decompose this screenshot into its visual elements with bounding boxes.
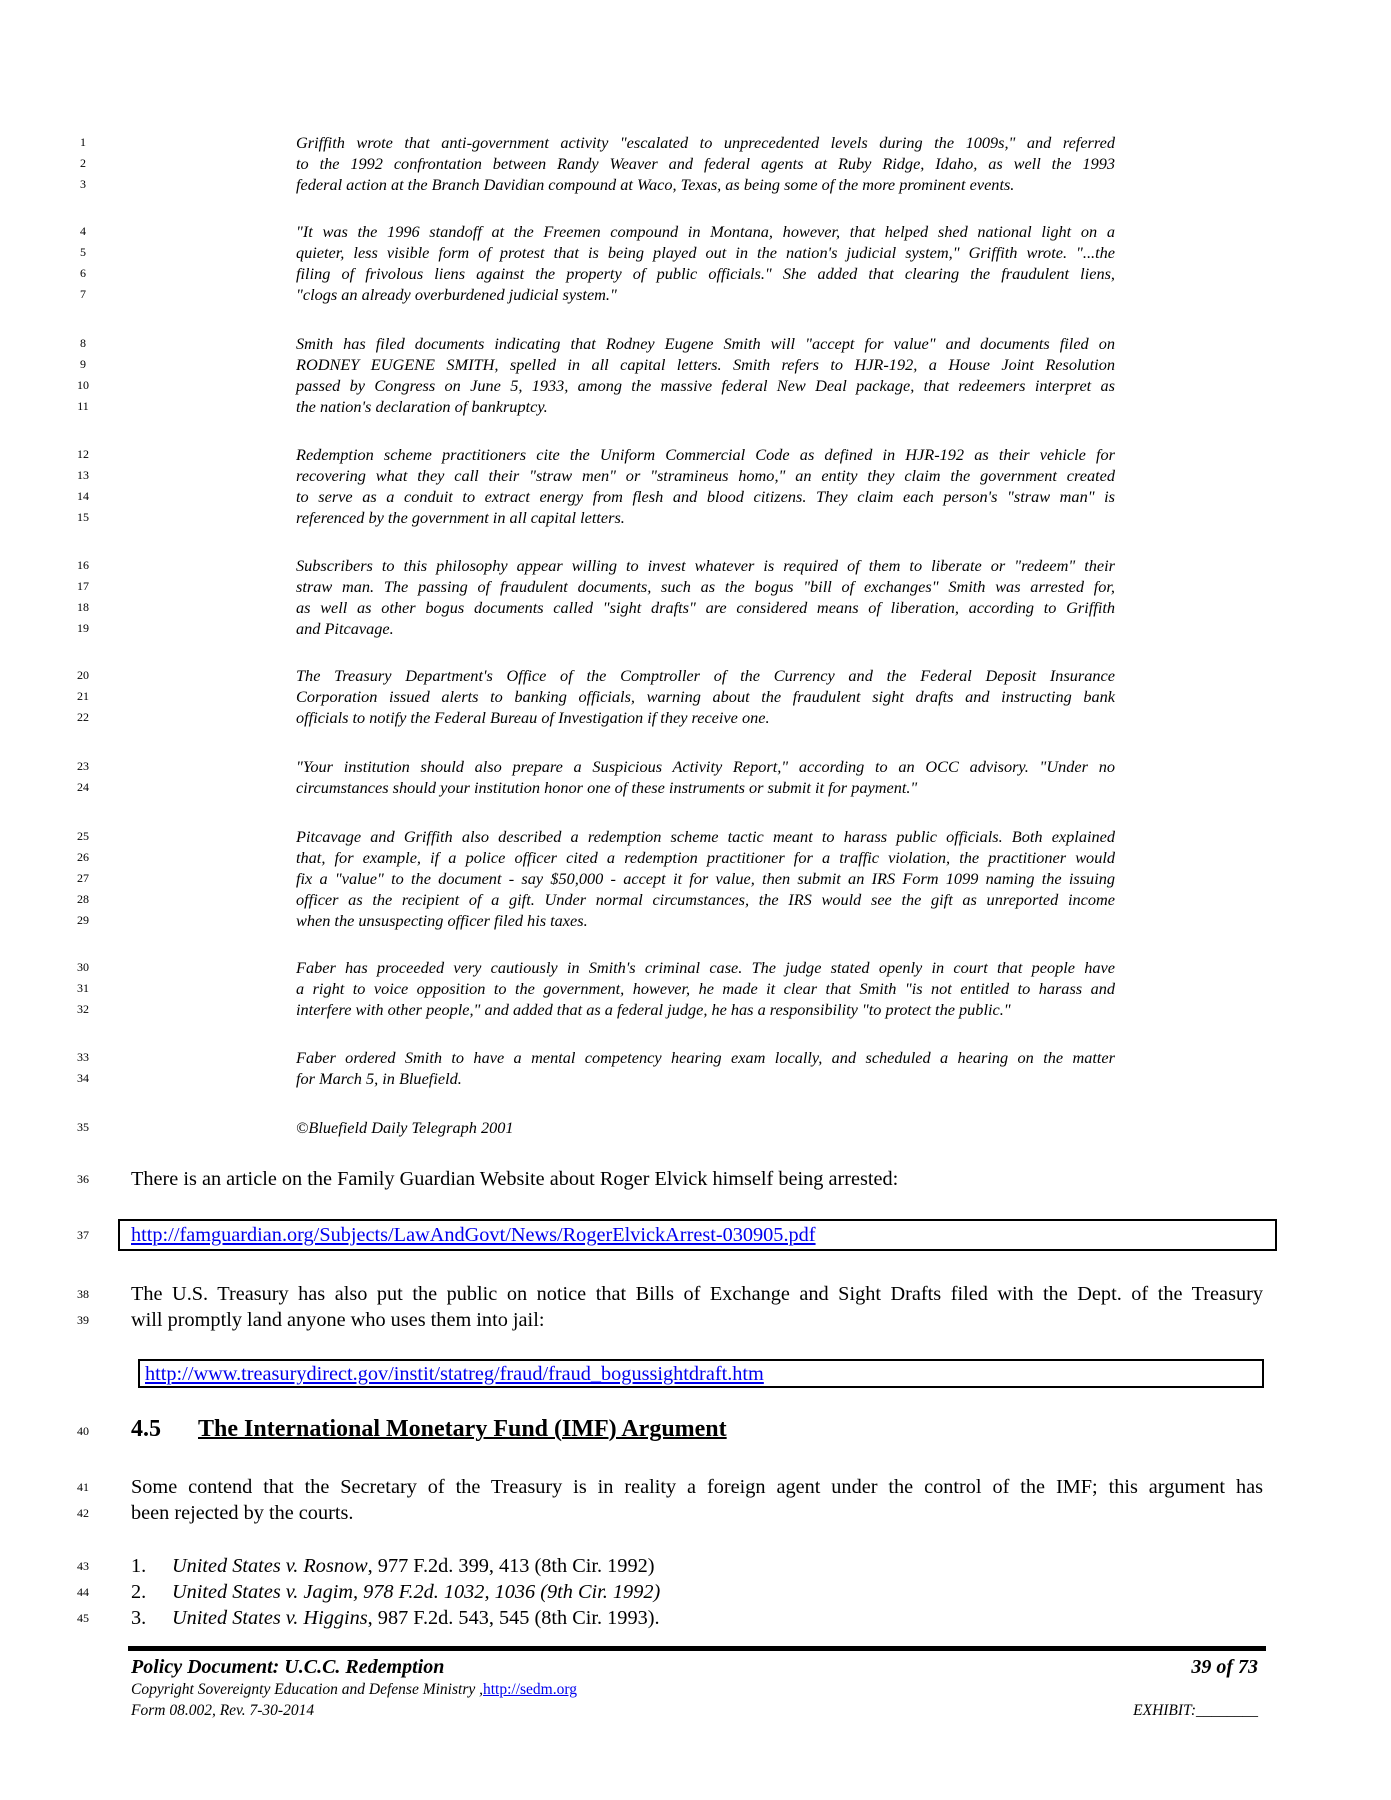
link-box-treasury [138, 1359, 1264, 1388]
line-number: 5 [80, 245, 86, 259]
text-line [0, 847, 1391, 868]
text-line [0, 221, 1391, 242]
text-line [0, 826, 1391, 847]
text-line [0, 999, 1391, 1020]
footer-copyright [131, 1681, 577, 1699]
line-number: 27 [77, 871, 89, 885]
line-number: 34 [77, 1071, 89, 1085]
case-citation: , 987 F.2d. 543, 545 (8th Cir. 1993). [367, 1607, 660, 1629]
line-text: Some contend that the Secretary of the Treasury is in reality a foreign agent under the control of the IMF; this argument has [131, 1476, 1263, 1498]
line-text: the nation's declaration of bankruptcy. [296, 397, 548, 416]
text-line [0, 756, 1391, 777]
line-number: 44 [77, 1585, 89, 1599]
line-text: There is an article on the Family Guardian Website about Roger Elvick himself being arrested: [131, 1168, 899, 1190]
line-number: 31 [77, 981, 89, 995]
section-heading [0, 1416, 1391, 1448]
text-line [0, 555, 1391, 576]
line-text: "clogs an already overburdened judicial system." [296, 285, 617, 304]
text-line [0, 284, 1391, 305]
line-number: 24 [77, 780, 89, 794]
line-number: 21 [77, 689, 89, 703]
text-line [0, 396, 1391, 417]
line-number: 23 [77, 759, 89, 773]
body-paragraph [0, 1166, 1391, 1192]
line-text: will promptly land anyone who uses them into jail: [131, 1309, 545, 1331]
line-number: 7 [80, 287, 86, 301]
case-list [0, 1553, 1391, 1631]
case-name: United States v. Higgins [172, 1607, 368, 1629]
line-number: 43 [77, 1559, 89, 1573]
section-title: The International Monetary Fund (IMF) Argument [198, 1416, 727, 1442]
quote-paragraph [0, 132, 1391, 195]
quote-paragraph [0, 555, 1391, 639]
line-text: RODNEY EUGENE SMITH, spelled in all capital letters. Smith refers to HJR-192, a House Joint Resolution [296, 355, 1115, 374]
text-line [0, 576, 1391, 597]
text-line [0, 375, 1391, 396]
line-text: Redemption scheme practitioners cite the Uniform Commercial Code as defined in HJR-192 as their vehicle for [296, 445, 1115, 464]
case-list-item [0, 1579, 1391, 1605]
section-number: 4.5 [131, 1416, 161, 1442]
line-number: 20 [77, 668, 89, 682]
line-number: 9 [80, 357, 86, 371]
line-number: 15 [77, 510, 89, 524]
line-text: that, for example, if a police officer cited a redemption practitioner for a traffic violation, the practitioner would [296, 848, 1115, 867]
line-text: to the 1992 confrontation between Randy Weaver and federal agents at Ruby Ridge, Idaho, as well the 1993 [296, 154, 1115, 173]
line-number: 22 [77, 710, 89, 724]
text-line [0, 153, 1391, 174]
line-number: 33 [77, 1050, 89, 1064]
text-line [0, 444, 1391, 465]
quote-paragraph [0, 333, 1391, 417]
quote-paragraph [0, 1047, 1391, 1089]
text-line [0, 507, 1391, 528]
line-text: referenced by the government in all capital letters. [296, 508, 625, 527]
line-number: 17 [77, 579, 89, 593]
line-text: straw man. The passing of fraudulent documents, such as the bogus "bill of exchanges" Smith was arrested for, [296, 577, 1115, 596]
text-line [0, 707, 1391, 728]
quote-paragraph [0, 826, 1391, 931]
line-text: when the unsuspecting officer filed his taxes. [296, 911, 588, 930]
text-line [0, 1117, 1391, 1138]
exhibit-label: EXHIBIT:________ [1133, 1702, 1258, 1719]
text-line [0, 132, 1391, 153]
line-number: 16 [77, 558, 89, 572]
line-text: Smith has filed documents indicating that Rodney Eugene Smith will "accept for value" and documents filed on [296, 334, 1115, 353]
line-number: 29 [77, 913, 89, 927]
footer-rule [128, 1646, 1266, 1651]
line-text: Pitcavage and Griffith also described a redemption scheme tactic meant to harass public officials. Both explained [296, 827, 1115, 846]
line-number: 39 [77, 1313, 89, 1327]
footer-title: Policy Document: U.C.C. Redemption [131, 1656, 445, 1678]
text-line [0, 1307, 1391, 1333]
text-line [0, 618, 1391, 639]
page-number: 39 of 73 [1191, 1656, 1258, 1678]
line-text: for March 5, in Bluefield. [296, 1069, 462, 1088]
line-text: filing of frivolous liens against the property of public officials." She added that clearing the fraudulent liens, [296, 264, 1115, 283]
line-number: 37 [77, 1228, 89, 1242]
text-line [0, 1500, 1391, 1526]
quote-paragraph [0, 756, 1391, 798]
text-line [0, 1068, 1391, 1089]
quote-paragraph [0, 221, 1391, 305]
line-number: 13 [77, 468, 89, 482]
line-number: 45 [77, 1611, 89, 1625]
treasury-link[interactable]: http://www.treasurydirect.gov/instit/statreg/fraud/fraud_bogussightdraft.htm [145, 1363, 764, 1385]
line-text: quieter, less visible form of protest that is being played out in the nation's judicial system," Griffith wrote. "...the [296, 243, 1115, 262]
text-line [0, 910, 1391, 931]
line-text: passed by Congress on June 5, 1933, among the massive federal New Deal package, that redeemers interpret as [296, 376, 1115, 395]
text-line [0, 597, 1391, 618]
case-citation: , 977 F.2d. 399, 413 (8th Cir. 1992) [367, 1555, 655, 1577]
text-line [0, 354, 1391, 375]
line-text: The Treasury Department's Office of the Comptroller of the Currency and the Federal Deposit Insurance [296, 666, 1115, 685]
line-number: 1 [80, 135, 86, 149]
line-number: 4 [80, 224, 86, 238]
line-number: 41 [77, 1480, 89, 1494]
line-text: ©Bluefield Daily Telegraph 2001 [296, 1118, 514, 1137]
text-line [0, 263, 1391, 284]
text-line [0, 1166, 1391, 1192]
line-text: federal action at the Branch Davidian compound at Waco, Texas, as being some of the more prominent events. [296, 175, 1015, 194]
text-line [0, 777, 1391, 798]
line-text: officials to notify the Federal Bureau of Investigation if they receive one. [296, 708, 770, 727]
line-number: 30 [77, 960, 89, 974]
line-text: Subscribers to this philosophy appear willing to invest whatever is required of them to liberate or "redeem" their [296, 556, 1115, 575]
line-text: Griffith wrote that anti-government activity "escalated to unprecedented levels during the 1009s," and referred [296, 133, 1115, 152]
line-number: 36 [77, 1172, 89, 1186]
text-line [0, 686, 1391, 707]
line-number: 11 [77, 399, 89, 413]
list-number: 2. [131, 1581, 147, 1603]
line-text: and Pitcavage. [296, 619, 394, 638]
text-line [0, 465, 1391, 486]
line-number: 32 [77, 1002, 89, 1016]
line-number: 19 [77, 621, 89, 635]
line-text: circumstances should your institution honor one of these instruments or submit it for payment." [296, 778, 918, 797]
line-number: 38 [77, 1287, 89, 1301]
line-text: as well as other bogus documents called "sight drafts" are considered means of liberation, according to Griffith [296, 598, 1115, 617]
case-name: United States v. Jagim, 978 F.2d. 1032, 1036 (9th Cir. 1992) [172, 1581, 661, 1603]
line-text: The U.S. Treasury has also put the public on notice that Bills of Exchange and Sight Drafts filed with the Dept. of the Treasury [131, 1283, 1263, 1305]
body-paragraph [0, 1474, 1391, 1526]
link-box-famguardian [118, 1219, 1277, 1251]
form-number: Form 08.002, Rev. 7-30-2014 [131, 1702, 315, 1719]
list-number: 1. [131, 1555, 147, 1577]
line-number: 3 [80, 177, 86, 191]
text-line [0, 486, 1391, 507]
line-text: "It was the 1996 standoff at the Freemen compound in Montana, however, that helped shed national light on a [296, 222, 1115, 241]
line-text: to serve as a conduit to extract energy from flesh and blood citizens. They claim each person's "straw man" is [296, 487, 1115, 506]
text-line [0, 1047, 1391, 1068]
line-number: 40 [77, 1424, 89, 1438]
line-number: 8 [80, 336, 86, 350]
text-line [0, 978, 1391, 999]
line-text: interfere with other people," and added that as a federal judge, he has a responsibility "to protect the public." [296, 1000, 1011, 1019]
line-number: 12 [77, 447, 89, 461]
famguardian-link[interactable]: http://famguardian.org/Subjects/LawAndGovt/News/RogerElvickArrest-030905.pdf [131, 1224, 816, 1246]
line-text: officer as the recipient of a gift. Under normal circumstances, the IRS would see the gift as unreported income [296, 890, 1115, 909]
body-paragraph [0, 1281, 1391, 1333]
text-line [0, 333, 1391, 354]
line-text: been rejected by the courts. [131, 1502, 354, 1524]
line-number: 10 [77, 378, 89, 392]
line-text: Corporation issued alerts to banking officials, warning about the fraudulent sight drafts and instructing bank [296, 687, 1115, 706]
line-number: 14 [77, 489, 89, 503]
text-line [0, 174, 1391, 195]
text-line [0, 957, 1391, 978]
line-text: fix a "value" to the document - say $50,000 - accept it for value, then submit an IRS Form 1099 naming the issuing [296, 869, 1115, 888]
line-number: 18 [77, 600, 89, 614]
text-line [0, 868, 1391, 889]
line-text: Faber has proceeded very cautiously in Smith's criminal case. The judge stated openly in court that people have [296, 958, 1115, 977]
line-number: 28 [77, 892, 89, 906]
line-number: 25 [77, 829, 89, 843]
quote-paragraph [0, 665, 1391, 728]
quote-source [0, 1117, 1391, 1138]
text-line [0, 242, 1391, 263]
line-text: "Your institution should also prepare a Suspicious Activity Report," according to an OCC advisory. "Under no [296, 757, 1115, 776]
text-line [0, 1281, 1391, 1307]
line-text: a right to voice opposition to the government, however, he made it clear that Smith "is not entitled to harass and [296, 979, 1115, 998]
case-list-item [0, 1605, 1391, 1631]
line-number: 26 [77, 850, 89, 864]
line-number: 6 [80, 266, 86, 280]
text-line [0, 1474, 1391, 1500]
copyright-text: Copyright Sovereignty Education and Defense Ministry , [131, 1681, 483, 1698]
case-list-item [0, 1553, 1391, 1579]
list-number: 3. [131, 1607, 147, 1629]
line-text: recovering what they call their "straw men" or "stramineus homo," an entity they claim the government created [296, 466, 1115, 485]
sedm-link[interactable]: http://sedm.org [482, 1681, 577, 1698]
quote-paragraph [0, 444, 1391, 528]
line-text: Faber ordered Smith to have a mental competency hearing exam locally, and scheduled a hearing on the matter [296, 1048, 1115, 1067]
text-line [0, 665, 1391, 686]
quote-paragraph [0, 957, 1391, 1020]
line-number: 35 [77, 1120, 89, 1134]
text-line [0, 889, 1391, 910]
line-number: 42 [77, 1506, 89, 1520]
case-name: United States v. Rosnow [172, 1555, 368, 1577]
line-number: 2 [80, 156, 86, 170]
